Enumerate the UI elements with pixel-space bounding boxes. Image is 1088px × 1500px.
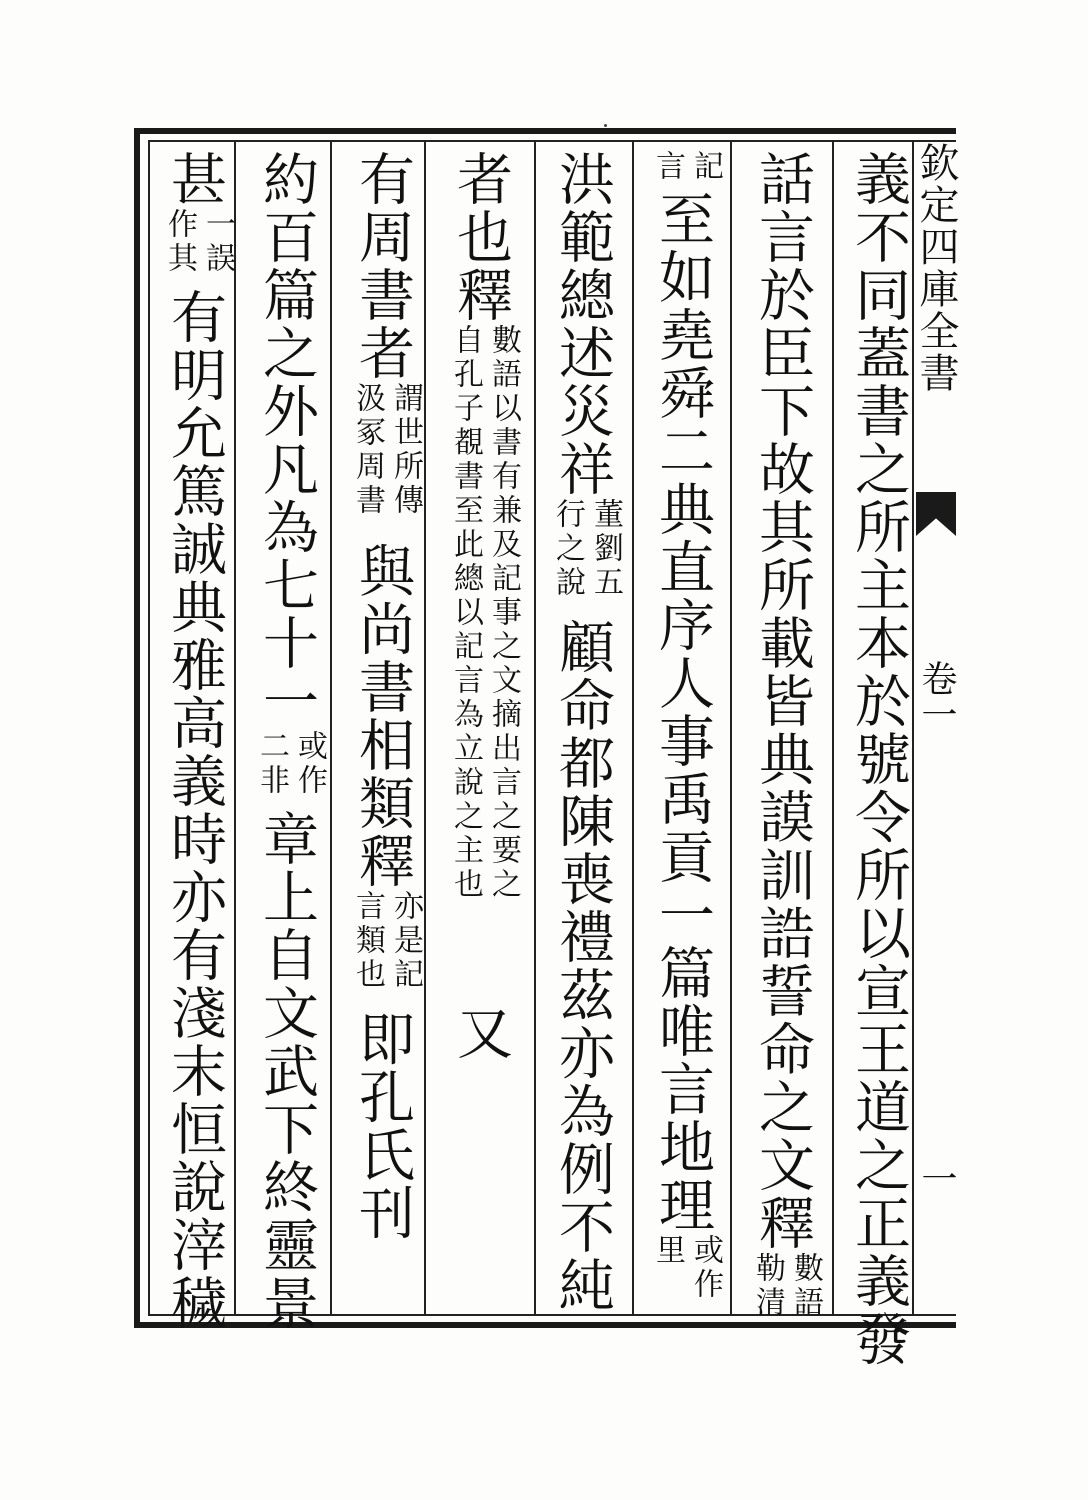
main-text: 者也釋 xyxy=(448,150,513,324)
column-rule xyxy=(832,140,834,1316)
text-column-1 xyxy=(836,150,920,1368)
main-text: 甚 xyxy=(162,150,227,208)
text-column-6 xyxy=(340,150,424,1310)
main-text: 即孔氏刊 xyxy=(350,1010,415,1242)
main-text: 顧命都陳喪禮茲亦為例不純 xyxy=(550,618,615,1314)
text-column-3 xyxy=(640,150,724,1310)
main-text: 約百篇之外凡為七十一 xyxy=(254,150,319,730)
text-column-2 xyxy=(740,150,824,1320)
annotation-note: 董劉五 行之說 xyxy=(550,498,623,600)
column-rule xyxy=(534,140,536,1316)
annotation-note: 數語 勒清 xyxy=(750,1252,823,1320)
column-rule xyxy=(632,140,634,1316)
main-text: 章上自文武下終靈景 xyxy=(254,810,319,1332)
annotation-note: 數語以書有兼及記事之文摘出言之要之 自孔子覩書至此總以記言為立說之主也 xyxy=(448,324,521,902)
volume-label: 卷一 xyxy=(916,660,957,732)
column-rule xyxy=(330,140,332,1316)
ink-speck xyxy=(604,124,607,127)
annotation-note: 謂世所傳 汲冢周書 xyxy=(350,382,423,518)
annotation-note: 或作 二非 xyxy=(254,730,327,798)
main-text: 與尚書相類釋 xyxy=(350,542,415,890)
annotation-note: 記 言 xyxy=(650,150,723,184)
main-text: 義不同蓋書之所主本於號令所以宣王道之正義發 xyxy=(846,150,911,1368)
main-text: 又 xyxy=(448,1004,513,1062)
annotation-note: 一誤 作其 xyxy=(162,208,235,276)
text-column-8 xyxy=(152,150,236,1332)
text-column-4 xyxy=(540,150,624,1314)
column-rule xyxy=(424,140,426,1316)
main-text: 有周書者 xyxy=(350,150,415,382)
text-column-7 xyxy=(244,150,328,1332)
book-title: 欽定四庫全書 xyxy=(913,142,959,394)
main-text: 洪範總述災祥 xyxy=(550,150,615,498)
column-rule xyxy=(730,140,732,1316)
main-text: 話言於臣下故其所載皆典謨訓誥誓命之文釋 xyxy=(750,150,815,1252)
annotation-note: 或作 里 xyxy=(650,1234,723,1302)
text-column-5 xyxy=(438,150,522,1310)
main-text: 有明允篤誠典雅高義時亦有淺末恒說滓穢 xyxy=(162,288,227,1332)
main-text: 至如堯舜二典直序人事禹貢一篇唯言地理 xyxy=(650,190,715,1234)
annotation-note: 亦是記 言類也 xyxy=(350,890,423,992)
leaf-number: 一 xyxy=(916,1160,957,1196)
